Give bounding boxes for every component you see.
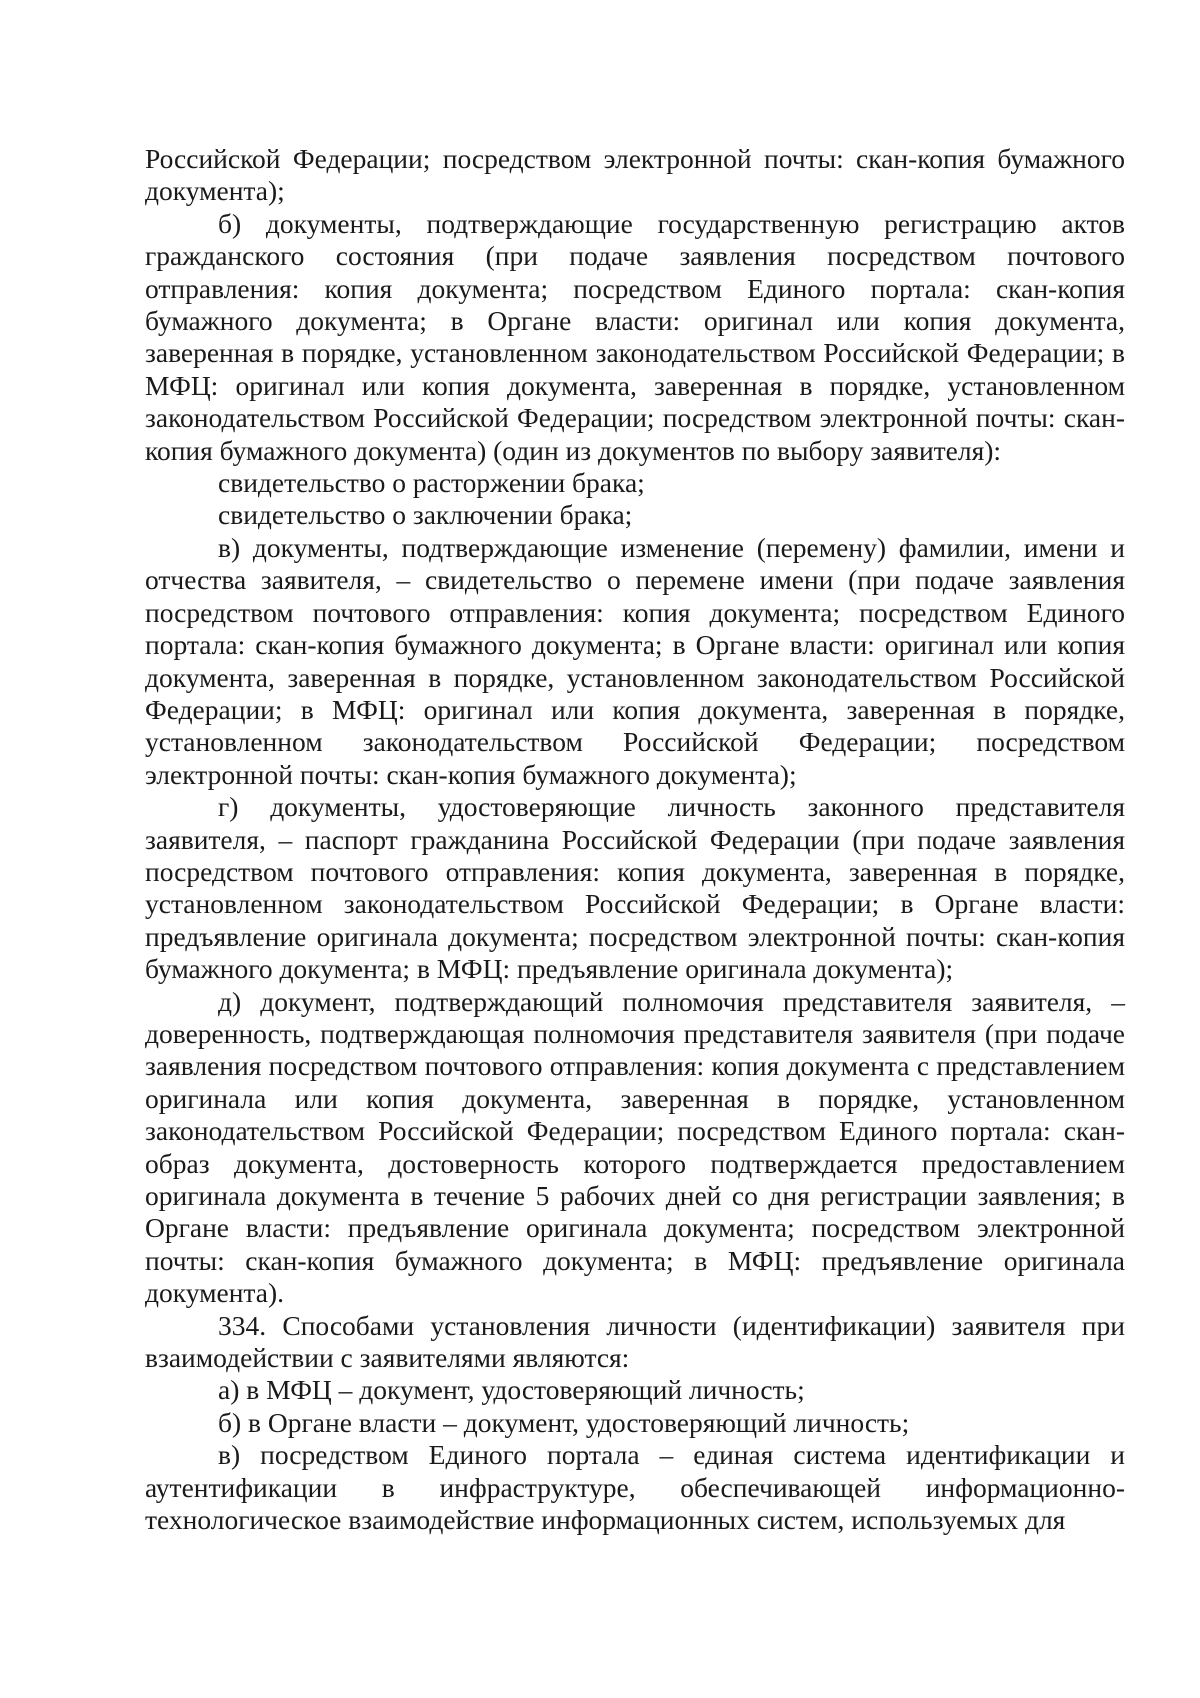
paragraph-item-a-mfc: а) в МФЦ – документ, удостоверяющий личность; <box>218 1374 805 1406</box>
document-body <box>145 143 1125 1536</box>
paragraph-item-g: г) документы, удостоверяющие личность законного представителя заявителя, – паспорт гражданина Российской Федерации (при подаче заявления посредством почтового отправления: копия документа, заверенная в порядке, установленном законодательством Российской Федерации; в Органе власти: предъявление оригинала документа; посредством электронной почты: скан-копия бумажного документа; в МФЦ: предъявление оригинала документа); <box>145 791 1125 985</box>
paragraph-item-v-portal: в) посредством Единого портала – единая система идентификации и аутентификации в инфраструктуре, обеспечивающей информационно-технологическое взаимодействие информационных систем, используемых для <box>145 1439 1125 1536</box>
paragraph-item-b-authority: б) в Органе власти – документ, удостоверяющий личность; <box>218 1406 910 1438</box>
paragraph-item-b: б) документы, подтверждающие государственную регистрацию актов гражданского состояния (при подаче заявления посредством почтового отправления: копия документа; посредством Единого портала: скан-копия бумажного документа; в Органе власти: оригинал или копия документа, заверенная в порядке, установленном законодательством Российской Федерации; в МФЦ: оригинал или копия документа, заверенная в порядке, установленном законодательством Российской Федерации; посредством электронной почты: скан-копия бумажного документа) (один из документов по выбору заявителя): <box>145 207 1125 466</box>
paragraph-item-v: в) документы, подтверждающие изменение (перемену) фамилии, имени и отчества заявителя, – свидетельство о перемене имени (при подаче заявления посредством почтового отправления: копия документа; посредством Единого портала: скан-копия бумажного документа; в Органе власти: оригинал или копия документа, заверенная в порядке, установленном законодательством Российской Федерации; в МФЦ: оригинал или копия документа, заверенная в порядке, установленном законодательством Российской Федерации; посредством электронной почты: скан-копия бумажного документа); <box>145 531 1125 790</box>
paragraph-334: 334. Способами установления личности (идентификации) заявителя при взаимодействии с заявителями являются: <box>145 1309 1125 1374</box>
paragraph-continuation: Российской Федерации; посредством электронной почты: скан-копия бумажного документа); <box>145 143 1125 207</box>
paragraph-marriage-certificate: свидетельство о заключении брака; <box>218 499 633 531</box>
paragraph-item-d: д) документ, подтверждающий полномочия представителя заявителя, – доверенность, подтверждающая полномочия представителя заявителя (при подаче заявления посредством почтового отправления: копия документа с представлением оригинала или копия документа, заверенная в порядке, установленном законодательством Российской Федерации; посредством Единого портала: скан-образ документа, достоверность которого подтверждается предоставлением оригинала документа в течение 5 рабочих дней со дня регистрации заявления; в Органе власти: предъявление оригинала документа; посредством электронной почты: скан-копия бумажного документа; в МФЦ: предъявление оригинала документа). <box>145 985 1125 1309</box>
paragraph-divorce-certificate: свидетельство о расторжении брака; <box>218 467 645 499</box>
